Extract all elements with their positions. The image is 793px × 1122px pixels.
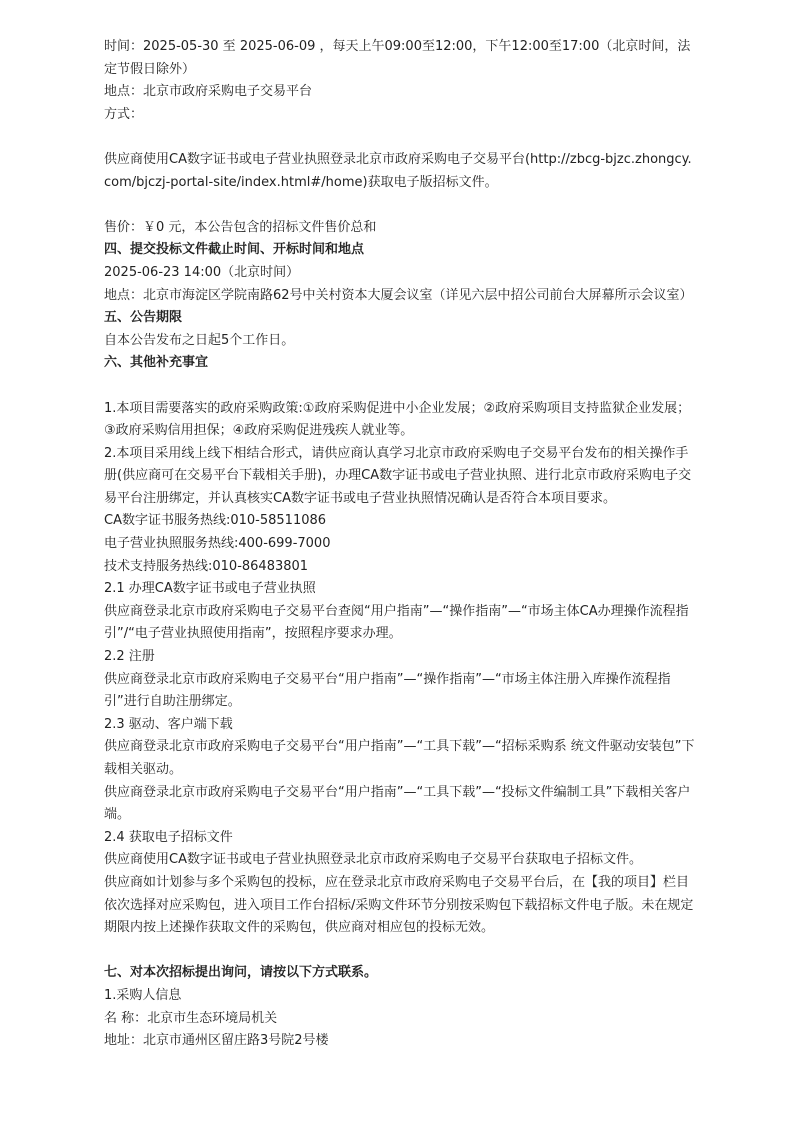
- blank-line: [104, 126, 696, 149]
- text-line: 2.2 注册: [104, 649, 155, 665]
- blank-line: [104, 194, 696, 217]
- text-line: 供应商登录北京市政府采购电子交易平台查阅“用户指南”—“操作指南”—“市场主体CA办理操作流程指引”/“电子营业执照使用指南”，按照程序要求办理。: [104, 603, 689, 642]
- document-body: [104, 36, 696, 1053]
- text-line: 地址：北京市通州区留庄路3号院2号楼: [104, 1033, 329, 1049]
- text-line: 供应商登录北京市政府采购电子交易平台“用户指南”—“工具下载”—“投标文件编制工具”下载相关客户端。: [104, 784, 691, 823]
- text-line: 2.3 驱动、客户端下载: [104, 716, 233, 732]
- section-heading: 四、提交投标文件截止时间、开标时间和地点: [104, 242, 365, 258]
- text-line: 供应商登录北京市政府采购电子交易平台“用户指南”—“工具下载”—“招标采购系 统文件驱动安装包”下载相关驱动。: [104, 739, 695, 777]
- text-line: 供应商如计划参与多个采购包的投标，应在登录北京市政府采购电子交易平台后，在【我的项目】栏目依次选择对应采购包，进入项目工作台招标/采购文件环节分别按采购包下载招标文件电子版。未在规定期限内按上述操作获取文件的采购包，供应商对相应包的投标无效。: [104, 874, 694, 936]
- text-line: 1.采购人信息: [104, 987, 182, 1003]
- blank-line: [104, 940, 696, 963]
- text-line: 2.本项目采用线上线下相结合形式，请供应商认真学习北京市政府采购电子交易平台发布的相关操作手册(供应商可在交易平台下载相关手册)，办理CA数字证书或电子营业执照、进行北京市政府采购电子交易平台注册绑定，并认真核实CA数字证书或电子营业执照情况确认是否符合本项目要求。: [104, 445, 692, 506]
- text-line: 名 称：北京市生态环境局机关: [104, 1010, 278, 1026]
- text-line: 2.1 办理CA数字证书或电子营业执照: [104, 581, 316, 597]
- text-line: 2.4 获取电子招标文件: [104, 829, 233, 845]
- text-line: 供应商登录北京市政府采购电子交易平台“用户指南”—“操作指南”—“市场主体注册入库操作流程指引”进行自助注册绑定。: [104, 671, 671, 710]
- section-heading: 七、对本次招标提出询问，请按以下方式联系。: [104, 965, 378, 981]
- text-line: 电子营业执照服务热线:400-699-7000: [104, 536, 331, 552]
- text-line: CA数字证书服务热线:010-58511086: [104, 513, 327, 529]
- text-line: 2025-06-23 14:00（北京时间）: [104, 264, 300, 280]
- text-line: 供应商使用CA数字证书或电子营业执照登录北京市政府采购电子交易平台(http://zbcg-bjzc.zhongcy.com/bjczj-portal-site/index.html#/home)获取电子版招标文件。: [104, 151, 692, 190]
- section-heading: 五、公告期限: [104, 310, 183, 326]
- text-line: 地点：北京市政府采购电子交易平台: [104, 84, 313, 100]
- text-line: 自本公告发布之日起5个工作日。: [104, 332, 295, 348]
- text-line: 供应商使用CA数字证书或电子营业执照登录北京市政府采购电子交易平台获取电子招标文件。: [104, 852, 642, 868]
- text-line: 时间：2025-05-30 至 2025-06-09 ，每天上午09:00至12:00，下午12:00至17:00（北京时间，法定节假日除外）: [104, 39, 691, 77]
- section-heading: 六、其他补充事宜: [104, 355, 209, 371]
- text-line: 技术支持服务热线:010-86483801: [104, 558, 309, 574]
- blank-line: [104, 375, 696, 398]
- text-line: 地点：北京市海淀区学院南路62号中关村资本大厦会议室（详见六层中招公司前台大屏幕所示会议室）: [104, 287, 693, 303]
- text-line: 售价：￥0 元，本公告包含的招标文件售价总和: [104, 219, 377, 235]
- text-line: 方式：: [104, 106, 144, 122]
- text-line: 1.本项目需要落实的政府采购政策:①政府采购促进中小企业发展；②政府采购项目支持监狱企业发展；③政府采购信用担保；④政府采购促进残疾人就业等。: [104, 400, 691, 439]
